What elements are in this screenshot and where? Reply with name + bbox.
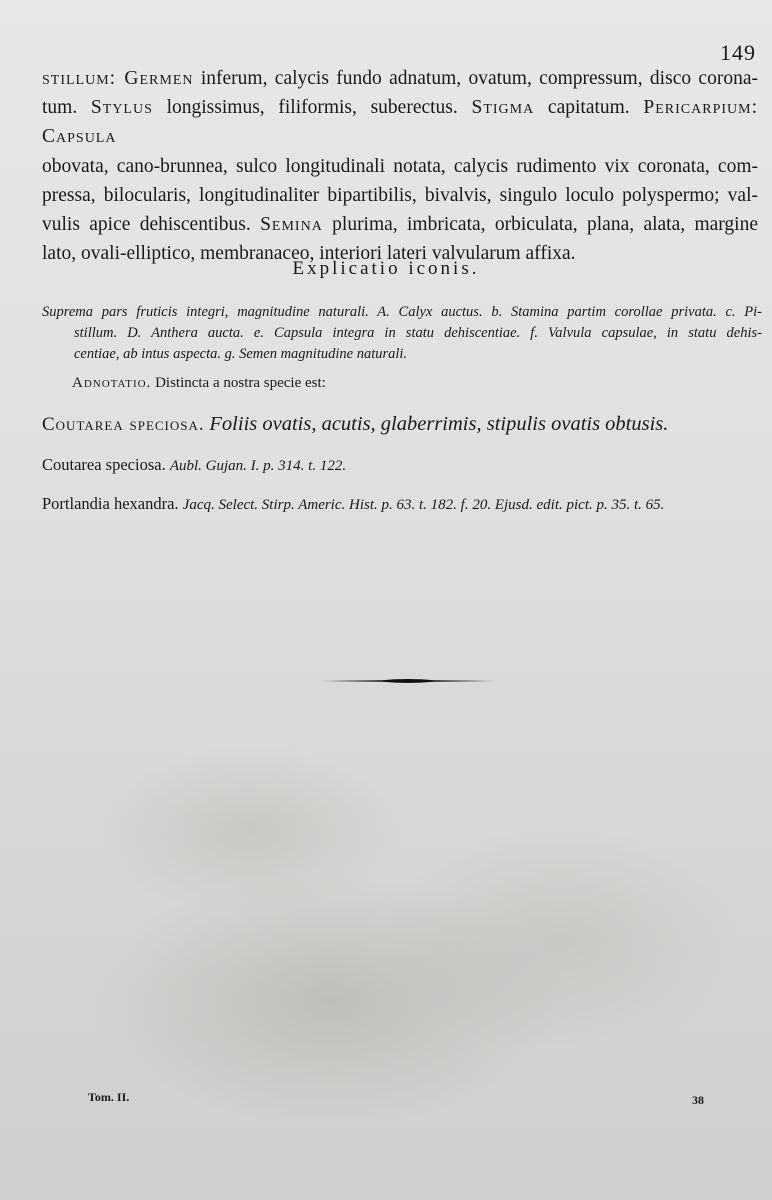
reference-citation: Aubl. Gujan. I. p. 314. t. 122.	[169, 458, 347, 474]
explanation-line-2: stillum. D. Anthera aucta. e. Capsula integra in statu dehiscentiae. f. Valvula capsulae, in statu dehis-	[74, 325, 762, 341]
annotation-label: Adnotatio.	[72, 375, 152, 391]
term-stigma: Stigma	[471, 97, 535, 119]
text-segment: inferum, calycis fundo adnatum, ovatum, compressum, disco corona-	[193, 68, 758, 89]
text-segment: lato, ovali-elliptico, membranaceo, interiori lateri valvularum affixa.	[42, 243, 576, 265]
term-stylus: Stylus	[90, 97, 153, 119]
term-germen: Germen	[124, 68, 194, 89]
explanation-line-3: centiae, ab intus aspecta. g. Semen magnitudine naturali.	[74, 346, 408, 362]
text-segment: tum.	[42, 97, 91, 119]
annotation	[72, 375, 326, 392]
ornamental-rule	[322, 674, 494, 686]
reference-1	[42, 455, 346, 475]
species-entry	[42, 413, 668, 436]
figure-explanation	[42, 302, 762, 365]
description-paragraph	[42, 64, 758, 268]
paragraph-line-5	[42, 210, 758, 239]
section-heading: Explicatio iconis.	[292, 258, 480, 279]
paragraph-line-1	[42, 64, 758, 93]
text-segment: plurima, imbricata, orbiculata, plana, alata, margine	[322, 214, 758, 236]
text-segment: vulis apice dehiscentibus.	[42, 214, 261, 236]
term-stillum: stillum:	[42, 68, 125, 89]
paragraph-line-2	[42, 93, 758, 151]
paragraph-line-3	[42, 152, 758, 181]
reference-name: Coutarea speciosa.	[42, 455, 166, 474]
volume-label: Tom. II.	[88, 1090, 130, 1104]
page-number: 149	[720, 40, 756, 65]
text-segment: pressa, bilocularis, longitudinaliter bipartibilis, bivalvis, singulo loculo polyspermo; val-	[42, 184, 758, 206]
paragraph-line-4	[42, 181, 758, 210]
signature-mark: 38	[692, 1093, 704, 1107]
text-segment: capitatum.	[534, 97, 644, 119]
text-segment: longissimus, filiformis, suberectus.	[152, 97, 472, 119]
rule-graphic	[322, 675, 494, 687]
text-segment: obovata, cano-brunnea, sulco longitudinali notata, calycis rudimento vix coronata, com-	[42, 155, 758, 177]
reference-citation: Jacq. Select. Stirp. Americ. Hist. p. 63. t. 182. f. 20. Ejusd. edit. pict. p. 35. t. 65.	[182, 497, 665, 513]
reference-2	[42, 494, 664, 514]
species-description: Foliis ovatis, acutis, glaberrimis, stipulis ovatis obtusis.	[209, 413, 669, 435]
reference-name: Portlandia hexandra.	[42, 494, 179, 513]
explanation-line-1: Suprema pars fruticis integri, magnitudine naturali. A. Calyx auctus. b. Stamina partim corollae privata. c. Pi-	[42, 304, 762, 320]
term-semina: Semina	[260, 214, 323, 236]
term-pericarpium: Pericarpium: Capsula	[42, 97, 758, 148]
annotation-text: Distincta a nostra specie est:	[151, 375, 326, 391]
species-name: Coutarea speciosa.	[42, 414, 205, 435]
